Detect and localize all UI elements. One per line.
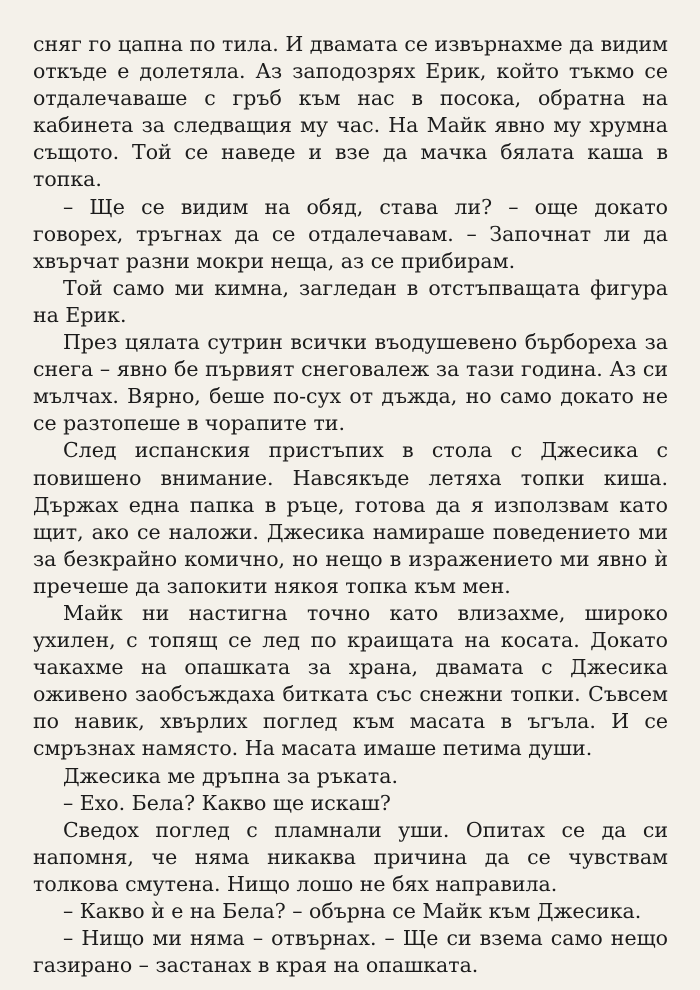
paragraph-burning-ears: Сведох поглед с пламнали уши. Опитах се да си напомня, че няма никаква причина да се чувствам толкова смутена. Нищо лошо не бях направила. — [33, 817, 668, 896]
paragraph-see-you-at-lunch: – Ще се видим на обяд, става ли? – още докато говорех, тръгнах да се отдалечавам. – Започнат ли да хвърчат разни мокри неща, аз се прибирам. — [33, 194, 668, 273]
paragraph-jessica-pulls: Джесика ме дръпна за ръката. — [63, 763, 398, 788]
paragraph-nod: Той само ми кимна, загледан в отстъпващата фигура на Ерик. — [33, 275, 668, 327]
book-page — [33, 31, 668, 979]
paragraph-snowball: сняг го цапна по тила. И двамата се извърнахме да видим откъде е долетяла. Аз заподозрях Ерик, който тъкмо се отдалечаваше с гръб към нас в посока, обратна на кабинета за следващия му час. На Майк явно му хрумна същото. Той се наведе и взе да мачка бялата каша в топка. — [33, 32, 668, 192]
paragraph-mike-asks: – Какво ѝ е на Бела? – обърна се Майк към Джесика. — [63, 899, 642, 923]
paragraph-echo-bella: – Ехо. Бела? Какво ще искаш? — [63, 790, 391, 815]
paragraph-cafeteria: След испанския пристъпих в стола с Джесика с повишено внимание. Навсякъде летяха топки киша. Държах една папка в ръце, готова да я използвам като щит, ако се наложи. Джесика намираше поведението ми за безкрайно комично, но нещо в изражението ми явно ѝ пречеше да запокити някоя топка към мен. — [33, 438, 668, 598]
paragraph-morning-snow: През цялата сутрин всички въодушевено бърбореха за снега – явно бе първият снеговалеж за тази година. Аз си мълчах. Вярно, беше по-сух от дъжда, но само докато не се разтопеше в чорапите ти. — [33, 330, 668, 436]
paragraph-nothing-wrong: – Нищо ми няма – отвърнах. – Ще си взема само нещо газирано – застанах в края на опашката. — [33, 926, 668, 978]
paragraph-mike-arrives: Майк ни настигна точно като влизахме, широко ухилен, с топящ се лед по краищата на косата. Докато чакахме на опашката за храна, двамата с Джесика оживено заобсъждаха битката със снежни топки. Съвсем по навик, хвърлих поглед към масата в ъгъла. И се смръзнах намясто. На масата имаше петима души. — [33, 600, 668, 761]
